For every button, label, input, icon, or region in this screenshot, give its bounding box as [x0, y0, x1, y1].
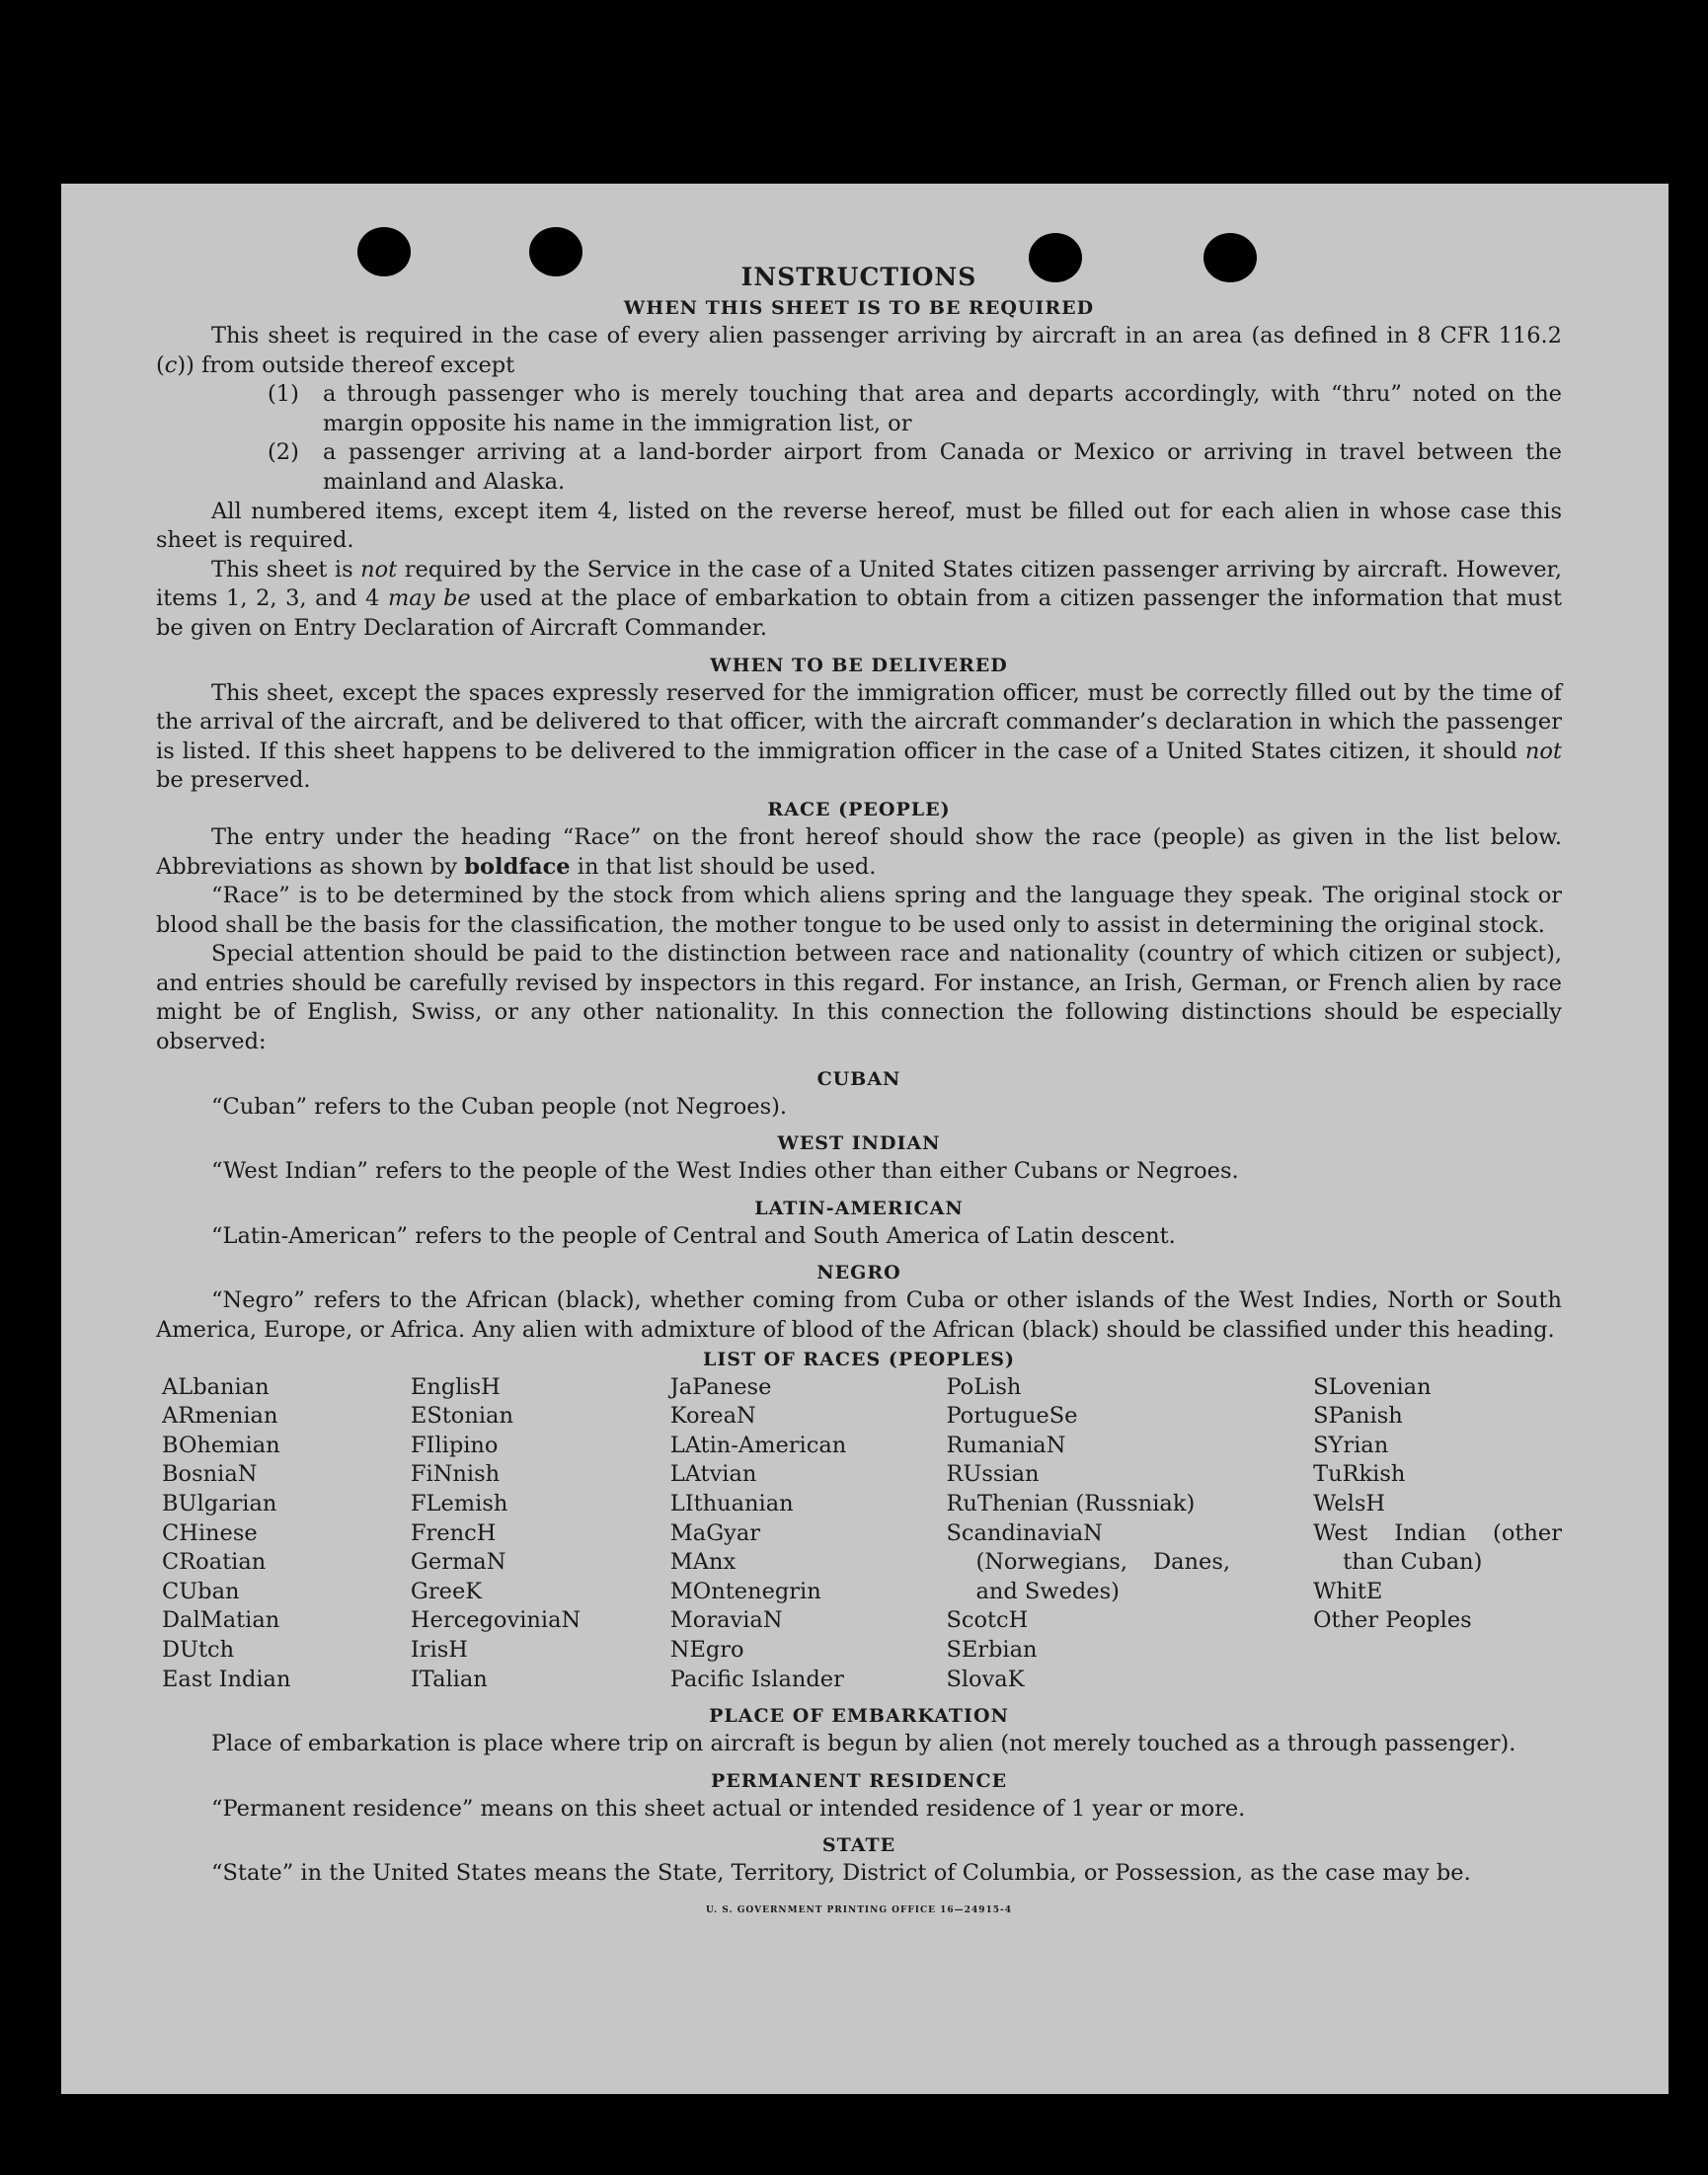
race-item: CRoatian [162, 1549, 267, 1576]
race-column [162, 1373, 411, 1695]
race-item: CHinese [162, 1519, 258, 1546]
race-column [946, 1373, 1230, 1695]
race-item: FrencH [410, 1519, 497, 1546]
race-list [162, 1373, 1562, 1695]
race-item: ALbanian [162, 1373, 270, 1400]
paragraph: All numbered items, except item 4, listed on the reverse hereof, must be filled out for each alien in whose case this sheet is required. [156, 498, 1562, 554]
section-heading: WHEN TO BE DELIVERED [710, 654, 1008, 676]
race-item: TuRkish [1313, 1461, 1406, 1488]
race-item: PoLish [946, 1373, 1022, 1400]
paragraph: This sheet, except the spaces expressly reserved for the immigration officer, must be correctly filled out by the time of the arrival of the aircraft, and be delivered to that officer, with the aircraft commander’s declaration in which the passenger is listed. If this sheet happens to be delivered to the immigration officer in the case of a United States citizen, it should not be preserved. [156, 679, 1562, 794]
race-item: CUban [162, 1578, 240, 1604]
section-heading: NEGRO [816, 1262, 901, 1284]
race-item: BUlgarian [162, 1491, 277, 1516]
race-item: West Indian (other than Cuban) [1313, 1519, 1562, 1576]
race-item: BosniaN [162, 1461, 258, 1488]
section-heading: LIST OF RACES (PEOPLES) [703, 1348, 1015, 1370]
race-item: GreeK [410, 1578, 483, 1604]
race-item: PortugueSe [946, 1403, 1078, 1430]
race-item: ARmenian [162, 1403, 278, 1430]
race-column [411, 1373, 670, 1695]
race-column [1313, 1373, 1562, 1695]
race-item: RuThenian (Russniak) [946, 1491, 1196, 1516]
paragraph: “Cuban” refers to the Cuban people (not Negroes). [211, 1093, 788, 1120]
race-item: MaGyar [669, 1519, 761, 1546]
paragraph: “Permanent residence” means on this sheet actual or intended residence of 1 year or more. [211, 1795, 1246, 1822]
printer-imprint: U. S. GOVERNMENT PRINTING OFFICE 16—24915-4 [706, 1904, 1012, 1915]
race-item: Other Peoples [1313, 1607, 1472, 1634]
document-sheet [61, 184, 1669, 2094]
paragraph: “Negro” refers to the African (black), whether coming from Cuba or other islands of the West Indies, North or South America, Europe, or Africa. Any alien with admixture of blood of the African (black) should be classified under this heading. [156, 1287, 1562, 1344]
race-item: GermaN [410, 1549, 506, 1576]
paragraph: “Race” is to be determined by the stock from which aliens spring and the language they speak. The original stock or blood shall be the basis for the classification, the mother tongue to be used only to assist in determining the original stock. [156, 883, 1562, 938]
race-item: MOntenegrin [669, 1578, 821, 1604]
race-item: RumaniaN [946, 1432, 1066, 1458]
section-heading: LATIN-AMERICAN [754, 1197, 964, 1219]
race-item: SYrian [1313, 1432, 1389, 1458]
race-item: NEgro [669, 1636, 744, 1663]
race-item: HercegoviniaN [410, 1607, 582, 1634]
race-item: WelsH [1313, 1491, 1386, 1516]
list-item: (2) a passenger arriving at a land-border airport from Canada or Mexico or arriving in travel between the mainland and Alaska. [268, 439, 1562, 495]
race-item: MAnx [669, 1549, 737, 1576]
page-title: INSTRUCTIONS [740, 263, 977, 291]
race-item: EnglisH [410, 1373, 501, 1400]
section-heading: CUBAN [816, 1067, 901, 1090]
race-item: FIlipino [410, 1432, 499, 1458]
race-item: FiNnish [410, 1461, 501, 1488]
race-item: Pacific Islander [669, 1666, 844, 1692]
race-item: SlovaK [946, 1666, 1025, 1692]
section-heading: PERMANENT RESIDENCE [710, 1769, 1008, 1792]
paragraph: The entry under the heading “Race” on the front hereof should show the race (people) as given in the list below. Abbreviations as shown by boldface in that list should be used. [156, 823, 1562, 880]
paragraph: Special attention should be paid to the distinction between race and nationality (country of which citizen or subject), and entries should be carefully revised by inspectors in this regard. For instance, an Irish, German, or French alien by race might be of English, Swiss, or any other nationality. In this connection the following distinctions should be especially observed: [156, 941, 1562, 1055]
paragraph: “Latin-American” refers to the people of Central and South America of Latin descent. [211, 1222, 1176, 1249]
race-item: JaPanese [669, 1373, 772, 1400]
race-item: MoraviaN [669, 1607, 783, 1634]
race-item: DUtch [162, 1636, 235, 1663]
section-heading: STATE [821, 1834, 896, 1857]
race-item: ScotcH [946, 1607, 1029, 1634]
race-item: ScandinaviaN (Norwegians, Danes, and Swedes) [946, 1519, 1231, 1604]
race-item: LAtvian [669, 1461, 757, 1488]
race-item: LIthuanian [669, 1491, 794, 1516]
race-item: WhitE [1313, 1578, 1383, 1604]
race-item: SErbian [946, 1636, 1038, 1663]
race-item: LAtin-American [669, 1432, 847, 1458]
paragraph: This sheet is not required by the Service in the case of a United States citizen passenger arriving by aircraft. However, items 1, 2, 3, and 4 may be used at the place of embarkation to obtain from a citizen passenger the information that must be given on Entry Declaration of Aircraft Commander. [156, 556, 1562, 641]
section-heading: RACE (PEOPLE) [767, 798, 951, 820]
paragraph: This sheet is required in the case of every alien passenger arriving by aircraft in an area (as defined in 8 CFR 116.2 (c)) from outside thereof except [156, 323, 1562, 378]
race-item: SLovenian [1313, 1373, 1432, 1400]
section-heading: PLACE OF EMBARKATION [709, 1705, 1009, 1728]
paragraph: Place of embarkation is place where trip on aircraft is begun by alien (not merely touched as a through passenger). [211, 1731, 1516, 1757]
list-item: (1) a through passenger who is merely touching that area and departs accordingly, with “thru” noted on the margin opposite his name in the immigration list, or [268, 381, 1562, 436]
race-item: SPanish [1313, 1403, 1403, 1430]
race-item: East Indian [162, 1666, 291, 1692]
race-item: BOhemian [162, 1432, 280, 1458]
race-item: RUssian [946, 1461, 1040, 1488]
race-item: KoreaN [669, 1403, 756, 1430]
race-item: IrisH [410, 1636, 468, 1663]
race-item: ITalian [410, 1666, 488, 1692]
section-heading: WHEN THIS SHEET IS TO BE REQUIRED [623, 297, 1095, 319]
race-item: DalMatian [162, 1607, 280, 1634]
race-column [670, 1373, 947, 1695]
race-item: FLemish [410, 1491, 508, 1516]
paragraph: “State” in the United States means the State, Territory, District of Columbia, or Possession, as the case may be. [211, 1860, 1471, 1887]
race-item: EStonian [410, 1403, 513, 1430]
instructions-text [156, 261, 1562, 1926]
paragraph: “West Indian” refers to the people of the West Indies other than either Cubans or Negroes. [211, 1158, 1239, 1185]
section-heading: WEST INDIAN [777, 1132, 941, 1155]
